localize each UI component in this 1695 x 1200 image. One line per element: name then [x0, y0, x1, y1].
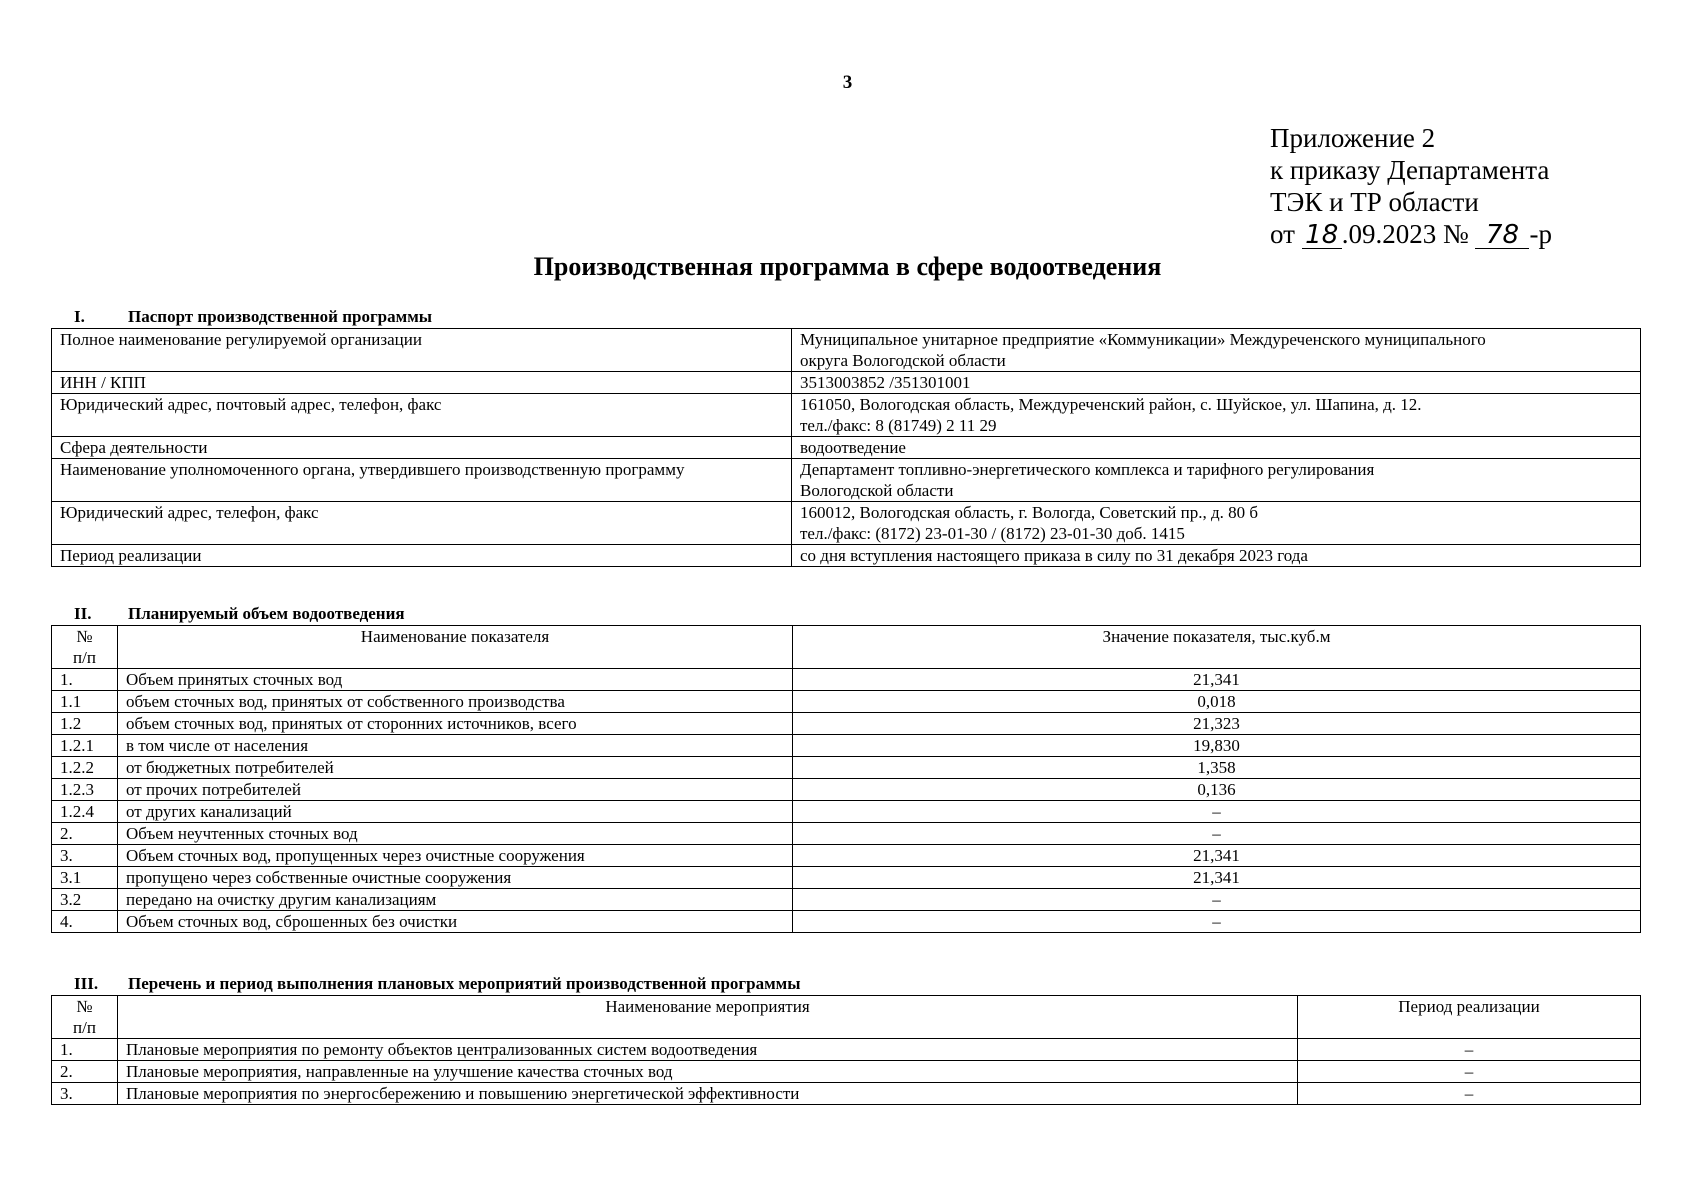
measures-table — [51, 995, 1641, 1105]
passport-value-line: Муниципальное унитарное предприятие «Коммуникации» Междуреченского муниципального — [800, 330, 1486, 349]
indicator-value: – — [793, 889, 1641, 911]
header-period: Период реализации — [1298, 996, 1641, 1039]
indicator-name: объем сточных вод, принятых от сторонних источников, всего — [118, 713, 793, 735]
volume-row — [52, 713, 1641, 735]
measures-table-header — [52, 996, 1641, 1039]
appendix-line-3: ТЭК и ТР области — [1270, 187, 1479, 217]
volume-row — [52, 911, 1641, 933]
row-number: 1.2.1 — [52, 735, 118, 757]
volume-row — [52, 779, 1641, 801]
section-2-title: Планируемый объем водоотведения — [128, 604, 405, 623]
row-number: 3. — [52, 1083, 118, 1105]
indicator-value: – — [793, 801, 1641, 823]
volume-row — [52, 735, 1641, 757]
header-value: Значение показателя, тыс.куб.м — [793, 626, 1641, 669]
passport-value — [792, 329, 1641, 372]
row-number: 3.1 — [52, 867, 118, 889]
row-number: 1. — [52, 1039, 118, 1061]
appendix-date-line — [1270, 218, 1552, 250]
section-1-heading — [74, 307, 432, 327]
document-title: Производственная программа в сфере водоотведения — [533, 252, 1162, 281]
passport-value-line: водоотведение — [800, 438, 906, 457]
header-num — [52, 996, 118, 1039]
volume-row — [52, 867, 1641, 889]
passport-row — [52, 372, 1641, 394]
section-3-roman: III. — [74, 974, 99, 993]
indicator-name: в том числе от населения — [118, 735, 793, 757]
header-num-line-2: п/п — [73, 648, 96, 667]
date-rest: .09.2023 № — [1341, 219, 1469, 249]
passport-value — [792, 545, 1641, 567]
passport-row — [52, 329, 1641, 372]
indicator-name: Объем сточных вод, пропущенных через очистные сооружения — [118, 845, 793, 867]
indicator-name: от бюджетных потребителей — [118, 757, 793, 779]
row-number: 2. — [52, 823, 118, 845]
page-number: 3 — [842, 72, 853, 93]
passport-value-line: Департамент топливно-энергетического комплекса и тарифного регулирования — [800, 460, 1375, 479]
indicator-value: 0,018 — [793, 691, 1641, 713]
section-2-heading — [74, 604, 405, 624]
handwritten-order-number: 78 — [1475, 222, 1529, 249]
volume-table-header — [52, 626, 1641, 669]
measure-period: – — [1298, 1083, 1641, 1105]
header-measure-name: Наименование мероприятия — [118, 996, 1298, 1039]
indicator-value: 21,341 — [793, 669, 1641, 691]
indicator-name: Объем принятых сточных вод — [118, 669, 793, 691]
volume-row — [52, 845, 1641, 867]
header-num-line-2: п/п — [73, 1018, 96, 1037]
section-2-roman: II. — [74, 604, 92, 623]
appendix-line-2: к приказу Департамента — [1270, 155, 1550, 185]
row-number: 3.2 — [52, 889, 118, 911]
measure-name: Плановые мероприятия по ремонту объектов централизованных систем водоотведения — [118, 1039, 1298, 1061]
volume-table — [51, 625, 1641, 933]
row-number: 1.2.3 — [52, 779, 118, 801]
passport-row — [52, 545, 1641, 567]
row-number: 1. — [52, 669, 118, 691]
passport-label: Юридический адрес, телефон, факс — [52, 502, 792, 545]
appendix-block — [1270, 122, 1552, 250]
passport-label: Сфера деятельности — [52, 437, 792, 459]
indicator-value: 21,341 — [793, 845, 1641, 867]
passport-value-line: 3513003852 /351301001 — [800, 373, 971, 392]
passport-label: Юридический адрес, почтовый адрес, телефон, факс — [52, 394, 792, 437]
date-prefix: от — [1270, 219, 1295, 249]
volume-row — [52, 691, 1641, 713]
header-name: Наименование показателя — [118, 626, 793, 669]
passport-label: Полное наименование регулируемой организации — [52, 329, 792, 372]
measure-row — [52, 1083, 1641, 1105]
indicator-name: от прочих потребителей — [118, 779, 793, 801]
section-3-title: Перечень и период выполнения плановых мероприятий производственной программы — [128, 974, 801, 993]
measure-period: – — [1298, 1061, 1641, 1083]
volume-row — [52, 757, 1641, 779]
passport-row — [52, 394, 1641, 437]
indicator-value: 1,358 — [793, 757, 1641, 779]
indicator-value: 21,341 — [793, 867, 1641, 889]
passport-label: ИНН / КПП — [52, 372, 792, 394]
passport-value-line: тел./факс: (8172) 23-01-30 / (8172) 23-01-30 доб. 1415 — [800, 524, 1185, 543]
passport-label: Наименование уполномоченного органа, утвердившего производственную программу — [52, 459, 792, 502]
header-num-line-1: № — [76, 627, 93, 646]
row-number: 1.2 — [52, 713, 118, 735]
indicator-name: от других канализаций — [118, 801, 793, 823]
section-3-heading — [74, 974, 801, 994]
passport-value-line: округа Вологодской области — [800, 351, 1006, 370]
passport-value — [792, 437, 1641, 459]
row-number: 3. — [52, 845, 118, 867]
passport-value — [792, 372, 1641, 394]
passport-value-line: тел./факс: 8 (81749) 2 11 29 — [800, 416, 997, 435]
passport-value — [792, 394, 1641, 437]
indicator-name: объем сточных вод, принятых от собственного производства — [118, 691, 793, 713]
row-number: 1.1 — [52, 691, 118, 713]
appendix-line-1: Приложение 2 — [1270, 123, 1436, 153]
header-num — [52, 626, 118, 669]
indicator-name: Объем неучтенных сточных вод — [118, 823, 793, 845]
passport-value — [792, 502, 1641, 545]
section-1-title: Паспорт производственной программы — [128, 307, 433, 326]
passport-row — [52, 437, 1641, 459]
indicator-value: 21,323 — [793, 713, 1641, 735]
passport-value-line: со дня вступления настоящего приказа в силу по 31 декабря 2023 года — [800, 546, 1308, 565]
passport-value-line: 160012, Вологодская область, г. Вологда, Советский пр., д. 80 б — [800, 503, 1259, 522]
measure-row — [52, 1039, 1641, 1061]
row-number: 1.2.2 — [52, 757, 118, 779]
measure-name: Плановые мероприятия, направленные на улучшение качества сточных вод — [118, 1061, 1298, 1083]
handwritten-day: 18 — [1302, 222, 1342, 249]
volume-row — [52, 889, 1641, 911]
row-number: 4. — [52, 911, 118, 933]
passport-label: Период реализации — [52, 545, 792, 567]
indicator-value: 19,830 — [793, 735, 1641, 757]
row-number: 1.2.4 — [52, 801, 118, 823]
passport-row — [52, 459, 1641, 502]
volume-row — [52, 823, 1641, 845]
indicator-name: пропущено через собственные очистные сооружения — [118, 867, 793, 889]
volume-row — [52, 669, 1641, 691]
volume-row — [52, 801, 1641, 823]
row-number: 2. — [52, 1061, 118, 1083]
indicator-value: 0,136 — [793, 779, 1641, 801]
measure-name: Плановые мероприятия по энергосбережению и повышению энергетической эффективности — [118, 1083, 1298, 1105]
measure-row — [52, 1061, 1641, 1083]
passport-value — [792, 459, 1641, 502]
section-1-roman: I. — [74, 307, 85, 326]
indicator-value: – — [793, 911, 1641, 933]
passport-table — [51, 328, 1641, 567]
passport-row — [52, 502, 1641, 545]
indicator-name: Объем сточных вод, сброшенных без очистки — [118, 911, 793, 933]
order-suffix: -р — [1529, 219, 1552, 249]
indicator-value: – — [793, 823, 1641, 845]
passport-value-line: 161050, Вологодская область, Междуреченский район, с. Шуйское, ул. Шапина, д. 12. — [800, 395, 1422, 414]
header-num-line-1: № — [76, 997, 93, 1016]
indicator-name: передано на очистку другим канализациям — [118, 889, 793, 911]
passport-value-line: Вологодской области — [800, 481, 954, 500]
measure-period: – — [1298, 1039, 1641, 1061]
